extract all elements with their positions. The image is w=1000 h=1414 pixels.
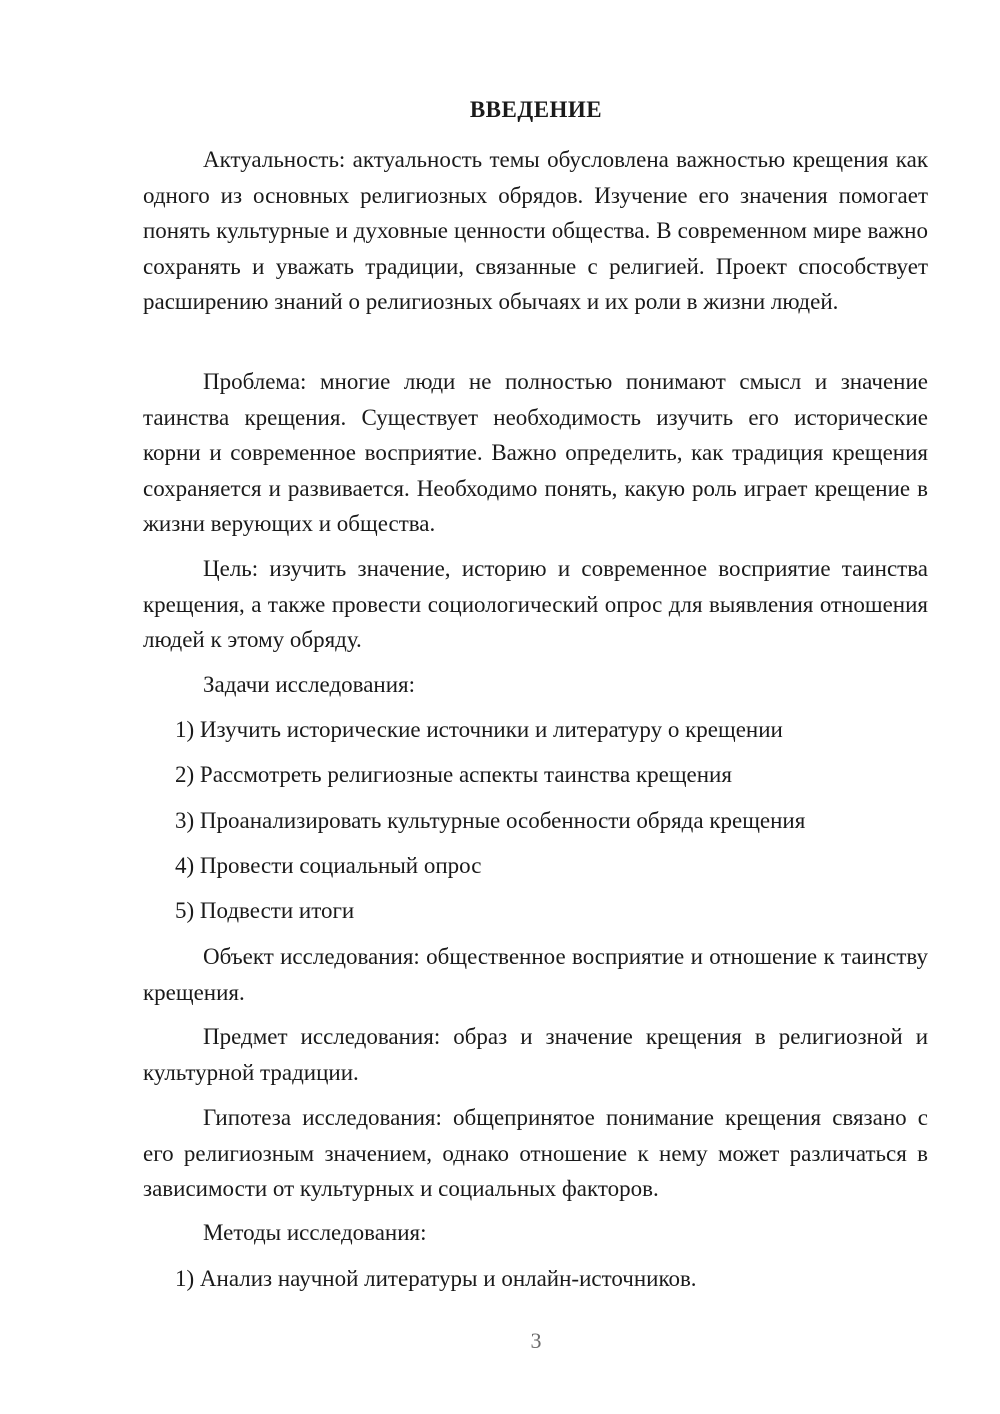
problem-paragraph: Проблема: многие люди не полностью понимают смысл и значение таинства крещения. Существует необходимость изучить его исторические корни и современное восприятие. Важно определить, как традиция крещения сохраняется и развивается. Необходимо понять, какую роль играет крещение в жизни верующих и общества. [143,369,928,536]
subject-paragraph: Предмет исследования: образ и значение крещения в религиозной и культурной традиции. [143,1024,928,1085]
goal-paragraph: Цель: изучить значение, историю и современное восприятие таинства крещения, а также провести социологический опрос для выявления отношения людей к этому обряду. [143,556,928,652]
methods-label: Методы исследования: [203,1220,427,1245]
list-item: 4) Провести социальный опрос [175,853,482,878]
page-title: ВВЕДЕНИЕ [469,97,603,122]
object-paragraph: Объект исследования: общественное восприятие и отношение к таинству крещения. [143,944,928,1005]
page-number: 3 [530,1328,542,1353]
list-item: 1) Изучить исторические источники и литературу о крещении [175,717,783,742]
tasks-label: Задачи исследования: [203,672,416,697]
list-item: 1) Анализ научной литературы и онлайн-источников. [175,1266,697,1291]
relevance-paragraph: Актуальность: актуальность темы обусловлена важностью крещения как одного из основных религиозных обрядов. Изучение его значения помогает понять культурные и духовные ценности общества. В современном мире важно сохранять и уважать традиции, связанные с религией. Проект способствует расширению знаний о религиозных обычаях и их роли в жизни людей. [143,147,928,314]
hypothesis-paragraph: Гипотеза исследования: общепринятое понимание крещения связано с его религиозным значением, однако отношение к нему может различаться в зависимости от культурных и социальных факторов. [143,1105,928,1201]
list-item: 2) Рассмотреть религиозные аспекты таинства крещения [175,762,732,787]
list-item: 5) Подвести итоги [175,898,355,923]
list-item: 3) Проанализировать культурные особенности обряда крещения [175,808,806,833]
